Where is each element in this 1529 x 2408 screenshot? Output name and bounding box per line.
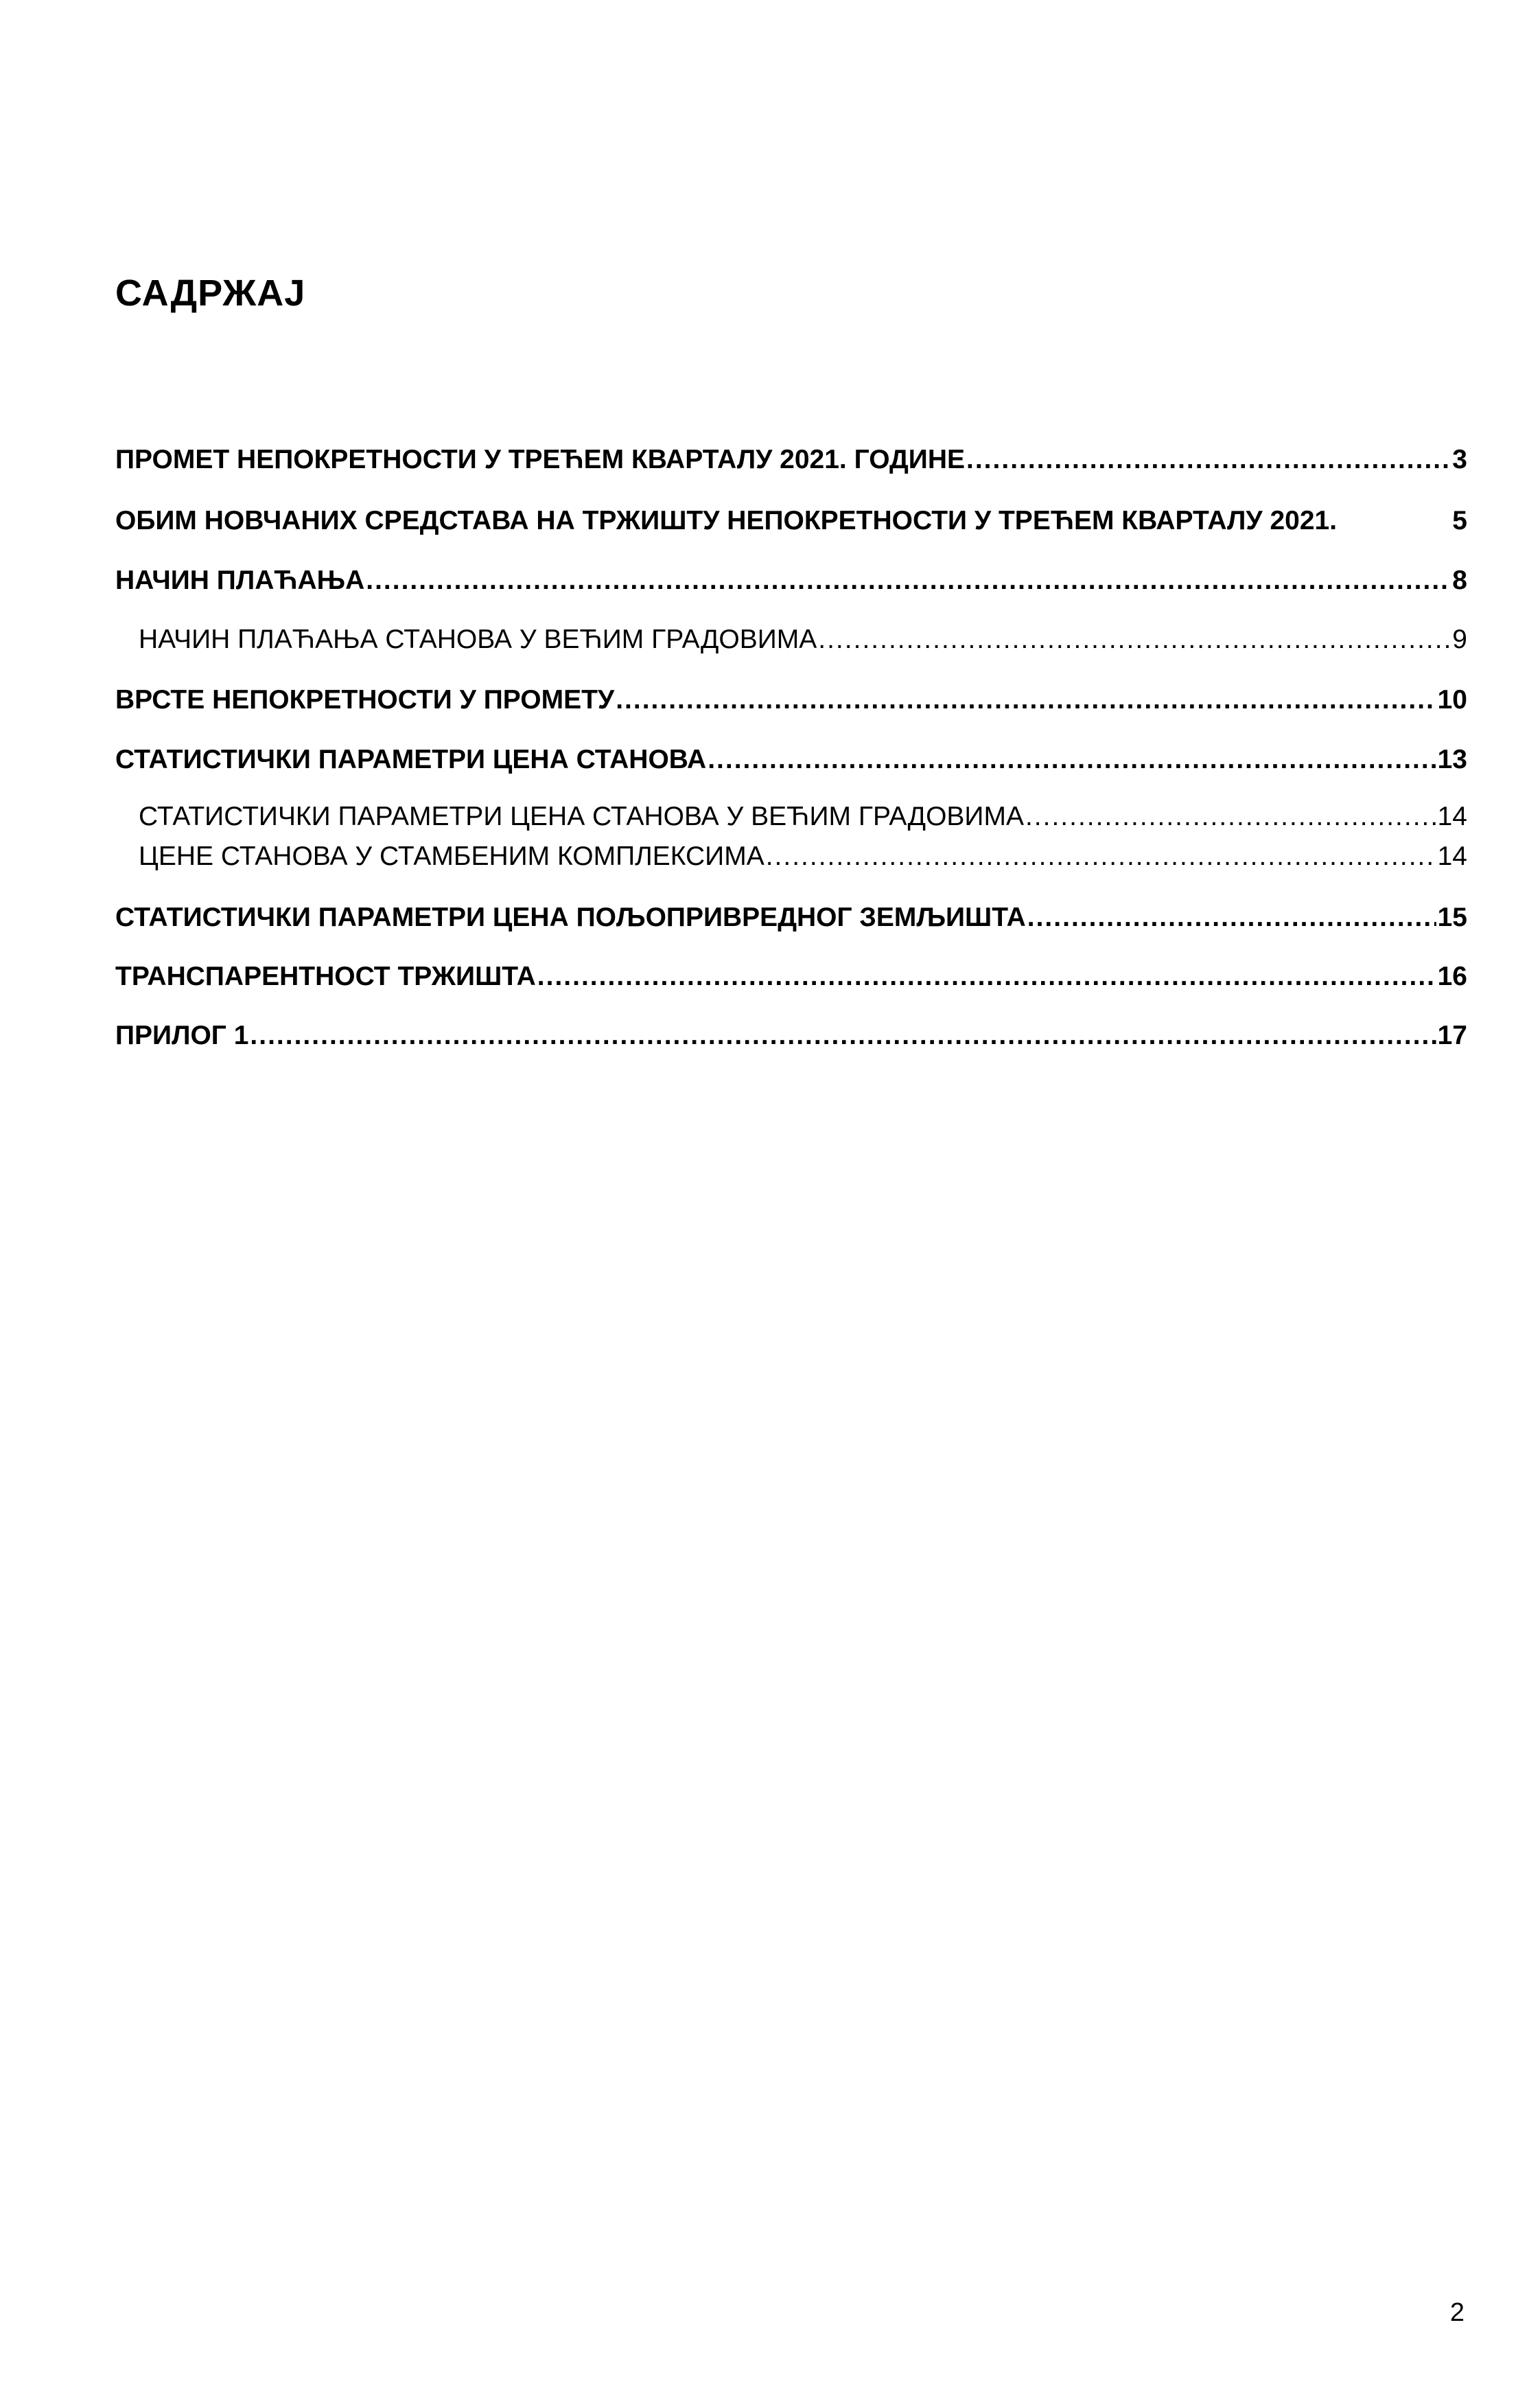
toc-entry-page: 14 xyxy=(1437,802,1467,831)
toc-entry-label: ТРАНСПАРЕНТНОСТ ТРЖИШТА xyxy=(115,962,536,991)
toc-entry[interactable] xyxy=(139,626,1467,653)
toc-entry-page: 9 xyxy=(1452,625,1467,654)
toc-dot-leader xyxy=(818,626,1451,653)
toc-entry[interactable] xyxy=(115,746,1467,773)
toc-entry[interactable] xyxy=(139,803,1467,830)
toc-entry-label: СТАТИСТИЧКИ ПАРАМЕТРИ ЦЕНА СТАНОВА У ВЕЋИМ ГРАДОВИМА xyxy=(139,802,1024,831)
page-number: 2 xyxy=(1449,2298,1464,2327)
toc-entry-label: ОБИМ НОВЧАНИХ СРЕДСТАВА НА ТРЖИШТУ НЕПОКРЕТНОСТИ У ТРЕЋЕМ КВАРТАЛУ 2021. xyxy=(115,506,1338,535)
toc-entry[interactable] xyxy=(115,507,1467,534)
toc-entry[interactable] xyxy=(115,446,1467,473)
toc-dot-leader xyxy=(1025,803,1436,830)
toc-entry-label: ВРСТЕ НЕПОКРЕТНОСТИ У ПРОМЕТУ xyxy=(115,685,615,715)
toc-entry-label: НАЧИН ПЛАЋАЊА СТАНОВА У ВЕЋИМ ГРАДОВИМА xyxy=(139,625,817,654)
toc-dot-leader xyxy=(708,746,1436,773)
toc-entry[interactable] xyxy=(115,904,1467,931)
toc-entry-label: СТАТИСТИЧКИ ПАРАМЕТРИ ЦЕНА СТАНОВА xyxy=(115,745,707,774)
toc-entry-page: 10 xyxy=(1437,685,1467,715)
toc-title: САДРЖАЈ xyxy=(115,273,306,314)
toc-entry[interactable] xyxy=(115,1022,1467,1049)
toc-dot-leader xyxy=(537,963,1436,990)
toc-entry-label: ЦЕНЕ СТАНОВА У СТАМБЕНИМ КОМПЛЕКСИМА xyxy=(139,842,764,871)
toc-entry-label: ПРИЛОГ 1 xyxy=(115,1021,249,1050)
toc-entry-page: 16 xyxy=(1437,962,1467,991)
toc-entry-label: СТАТИСТИЧКИ ПАРАМЕТРИ ЦЕНА ПОЉОПРИВРЕДНОГ ЗЕМЉИШТА xyxy=(115,903,1026,932)
toc-entry-label: ПРОМЕТ НЕПОКРЕТНОСТИ У ТРЕЋЕМ КВАРТАЛУ 2021. ГОДИНЕ xyxy=(115,445,966,474)
toc-dot-leader xyxy=(616,686,1436,713)
toc-entry-page: 8 xyxy=(1452,566,1467,595)
toc-entry[interactable] xyxy=(139,843,1467,870)
toc-dot-leader xyxy=(966,446,1451,473)
toc-entry-page: 17 xyxy=(1437,1021,1467,1050)
toc-entry-page: 14 xyxy=(1437,842,1467,871)
toc-entry-label: НАЧИН ПЛАЋАЊА xyxy=(115,566,365,595)
toc-entry-page: 13 xyxy=(1437,745,1467,774)
toc-dot-leader xyxy=(766,843,1436,870)
toc-entry[interactable] xyxy=(115,963,1467,990)
toc-entry-page: 3 xyxy=(1452,445,1467,474)
toc-entry[interactable] xyxy=(115,567,1467,594)
toc-dot-leader xyxy=(1027,904,1436,931)
toc-entry[interactable] xyxy=(115,686,1467,713)
toc-entry-page: 15 xyxy=(1437,903,1467,932)
toc-entry-page: 5 xyxy=(1452,506,1467,535)
toc-dot-leader xyxy=(366,567,1451,594)
toc-dot-leader xyxy=(250,1022,1436,1049)
